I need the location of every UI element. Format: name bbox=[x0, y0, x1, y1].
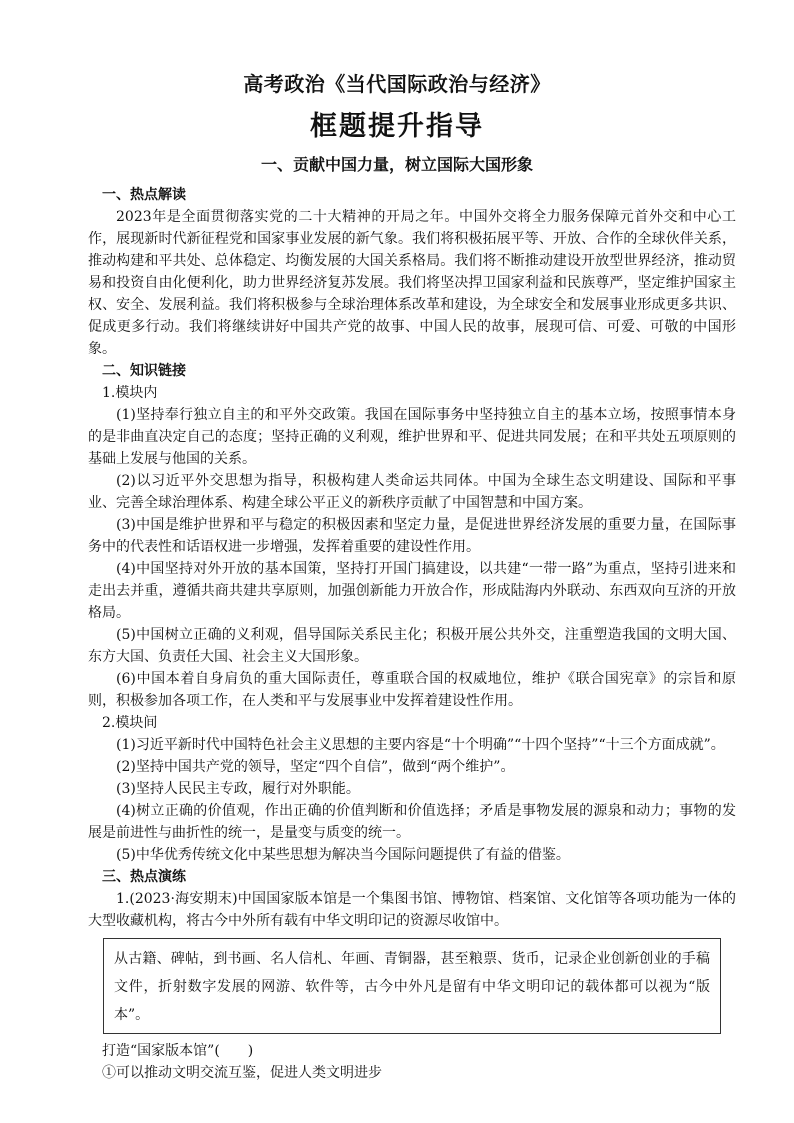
document-subtitle: 框题提升指导 bbox=[310, 111, 484, 142]
knowledge-item: (1)坚持奉行独立自主的和平外交政策。我国在国际事务中坚持独立自主的基本立场，按照事情本身的是非曲直决定自己的态度；坚持正确的义利观，维护世界和平、促进共同发展；在和平共处五项原则的基础上发展与他国的关系。 bbox=[88, 407, 736, 467]
knowledge-item: (3)坚持人民民主专政，履行对外职能。 bbox=[116, 781, 360, 797]
knowledge-item: (1)习近平新时代中国特色社会主义思想的主要内容是“十个明确”“十四个坚持”“十三个方面成就”。 bbox=[116, 737, 725, 753]
paragraph-hotspot-text: 2023年是全面贯彻落实党的二十大精神的开局之年。中国外交将全力服务保障元首外交和中心工作，展现新时代新征程党和国家事业发展的新气象。我们将积极拓展平等、开放、合作的全球伙伴关系，推动构建和平共处、总体稳定、均衡发展的大国关系格局。我们将不断推动建设开放型世界经济，推动贸易和投资自由化便利化，助力世界经济复苏发展。我们将坚决捍卫国家利益和民族尊严，坚定维护国家主权、安全、发展利益。我们将积极参与全球治理体系改革和建设，为全球安全和发展事业形成更多共识、促成更多行动。我们将继续讲好中国共产党的故事、中国人民的故事，展现可信、可爱、可敬的中国形象。 bbox=[88, 209, 736, 357]
knowledge-item: (6)中国本着自身肩负的重大国际责任，尊重联合国的权威地位，维护《联合国宪章》的宗旨和原则，积极参加各项工作，在人类和平与发展事业中发挥着建设性作用。 bbox=[88, 671, 736, 709]
knowledge-item: (4)中国坚持对外开放的基本国策，坚持打开国门搞建设，以共建“一带一路”为重点，坚持引进来和走出去并重，遵循共商共建共享原则，加强创新能力开放合作，形成陆海内外联动、东西双向互济的开放格局。 bbox=[88, 561, 736, 621]
knowledge-item: (4)树立正确的价值观，作出正确的价值判断和价值选择；矛盾是事物发展的源泉和动力；事物的发展是前进性与曲折性的统一，是量变与质变的统一。 bbox=[88, 803, 736, 841]
knowledge-item: (2)坚持中国共产党的领导，坚定“四个自信”，做到“两个维护”。 bbox=[116, 759, 515, 775]
section-title: 一、贡献中国力量，树立国际大国形象 bbox=[260, 155, 533, 174]
question-stem: 打造“国家版本馆”( ) bbox=[102, 1043, 254, 1059]
heading-practice: 三、热点演练 bbox=[102, 869, 186, 885]
heading-hotspot-reading: 一、热点解读 bbox=[102, 187, 186, 203]
knowledge-item: (3)中国是维护世界和平与稳定的积极因素和坚定力量，是促进世界经济发展的重要力量，在国际事务中的代表性和话语权进一步增强，发挥着重要的建设性作用。 bbox=[88, 517, 736, 555]
subheading-within-module: 1.模块内 bbox=[102, 385, 158, 401]
document-body bbox=[88, 184, 736, 1084]
question-text: 1.(2023·海安期末)中国国家版本馆是一个集图书馆、博物馆、档案馆、文化馆等各项功能为一体的大型收藏机构，将古今中外所有载有中华文明印记的资源尽收馆中。 bbox=[88, 891, 736, 929]
heading-knowledge-link: 二、知识链接 bbox=[102, 363, 186, 379]
knowledge-item: (5)中华优秀传统文化中某些思想为解决当今国际问题提供了有益的借鉴。 bbox=[116, 847, 570, 863]
document-title: 高考政治《当代国际政治与经济》 bbox=[243, 72, 551, 96]
knowledge-item: (2)以习近平外交思想为指导，积极构建人类命运共同体。中国为全球生态文明建设、国际和平事业、完善全球治理体系、构建全球公平正义的新秩序贡献了中国智慧和中国方案。 bbox=[88, 473, 736, 511]
subheading-between-modules: 2.模块间 bbox=[102, 715, 158, 731]
knowledge-item: (5)中国树立正确的义利观，倡导国际关系民主化；积极开展公共外交，注重塑造我国的文明大国、东方大国、负责任大国、社会主义大国形象。 bbox=[88, 627, 736, 665]
material-box: 从古籍、碑帖，到书画、名人信札、年画、青铜器，甚至粮票、货币，记录企业创新创业的手稿文件，折射数字发展的网游、软件等，古今中外凡是留有中华文明印记的载体都可以视为“版本”。 bbox=[103, 938, 721, 1034]
question-option: ①可以推动文明交流互鉴，促进人类文明进步 bbox=[102, 1065, 382, 1081]
